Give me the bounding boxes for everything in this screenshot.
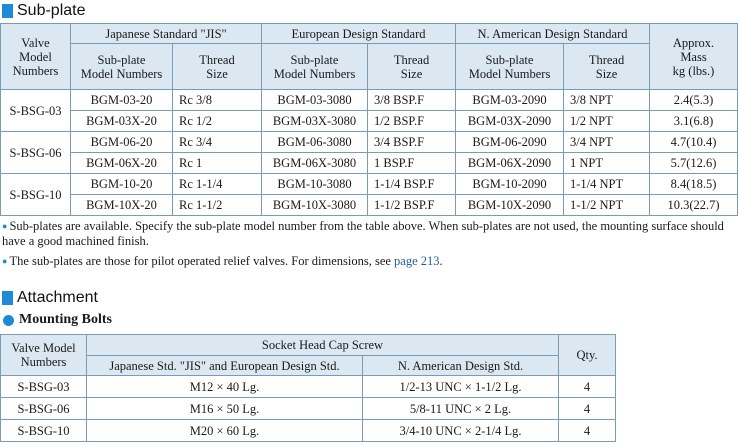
- mounting-bolts-table: [0, 334, 616, 442]
- valve-model-cell: S-BSG-10: [1, 174, 71, 216]
- note-pilot-relief: [2, 254, 736, 269]
- header-mass: Approx. Mass kg (lbs.): [650, 24, 738, 90]
- mass-cell: 8.4(18.5): [650, 174, 738, 195]
- eu-model-cell: BGM-06-3080: [262, 132, 368, 153]
- blue-square-icon: [2, 4, 13, 18]
- eu-model-cell: BGM-06X-3080: [262, 153, 368, 174]
- mass-cell: 3.1(6.8): [650, 111, 738, 132]
- jis-eu-bolt-cell: M20 × 60 Lg.: [87, 420, 363, 442]
- na-model-cell: BGM-10-2090: [456, 174, 564, 195]
- na-model-cell: BGM-06-2090: [456, 132, 564, 153]
- eu-thread-cell: 1-1/4 BSP.F: [368, 174, 456, 195]
- eu-thread-cell: 1 BSP.F: [368, 153, 456, 174]
- na-thread-cell: 1/2 NPT: [564, 111, 650, 132]
- eu-model-cell: BGM-10-3080: [262, 174, 368, 195]
- qty-cell: 4: [559, 376, 616, 398]
- table-row: [1, 90, 738, 111]
- header-jis-european: Japanese Std. "JIS" and European Design Std.: [87, 356, 363, 376]
- jis-model-cell: BGM-06-20: [71, 132, 173, 153]
- mass-cell: 5.7(12.6): [650, 153, 738, 174]
- jis-eu-bolt-cell: M12 × 40 Lg.: [87, 376, 363, 398]
- table-row: [1, 153, 738, 174]
- jis-model-cell: BGM-06X-20: [71, 153, 173, 174]
- eu-model-cell: BGM-03-3080: [262, 90, 368, 111]
- qty-cell: 4: [559, 398, 616, 420]
- table-row: [1, 420, 616, 442]
- header-jis-thread: Thread Size: [173, 44, 262, 90]
- table-row: [1, 195, 738, 216]
- header-eu-model: Sub-plate Model Numbers: [262, 44, 368, 90]
- na-thread-cell: 1-1/4 NPT: [564, 174, 650, 195]
- header-north-american: N. American Design Standard: [456, 24, 650, 44]
- valve-model-cell: S-BSG-06: [1, 398, 87, 420]
- blue-circle-icon: [3, 315, 14, 326]
- note2-end: .: [439, 254, 443, 268]
- valve-model-cell: S-BSG-06: [1, 132, 71, 174]
- na-model-cell: BGM-03-2090: [456, 90, 564, 111]
- eu-thread-cell: 1/2 BSP.F: [368, 111, 456, 132]
- na-thread-cell: 3/4 NPT: [564, 132, 650, 153]
- note-subplates-available: [2, 219, 736, 249]
- qty-cell: 4: [559, 420, 616, 442]
- header-eu-thread: Thread Size: [368, 44, 456, 90]
- attachment-title-text: Attachment: [17, 289, 98, 306]
- page-213-link[interactable]: page 213: [394, 254, 440, 268]
- jis-model-cell: BGM-10X-20: [71, 195, 173, 216]
- jis-thread-cell: Rc 3/4: [173, 132, 262, 153]
- header-european: European Design Standard: [262, 24, 456, 44]
- header-north-american: N. American Design Std.: [363, 356, 559, 376]
- mounting-bolts-heading: [3, 312, 112, 328]
- jis-thread-cell: Rc 1: [173, 153, 262, 174]
- subplate-table: [0, 23, 738, 216]
- na-bolt-cell: 3/4-10 UNC × 2-1/4 Lg.: [363, 420, 559, 442]
- na-thread-cell: 3/8 NPT: [564, 90, 650, 111]
- mounting-bolts-text: Mounting Bolts: [19, 312, 112, 327]
- jis-thread-cell: Rc 3/8: [173, 90, 262, 111]
- na-thread-cell: 1 NPT: [564, 153, 650, 174]
- jis-thread-cell: Rc 1/2: [173, 111, 262, 132]
- eu-model-cell: BGM-10X-3080: [262, 195, 368, 216]
- na-bolt-cell: 5/8-11 UNC × 2 Lg.: [363, 398, 559, 420]
- jis-eu-bolt-cell: M16 × 50 Lg.: [87, 398, 363, 420]
- valve-model-cell: S-BSG-03: [1, 376, 87, 398]
- attachment-section-title: [2, 288, 98, 308]
- bullet-icon: ●: [2, 256, 8, 266]
- mass-cell: 4.7(10.4): [650, 132, 738, 153]
- valve-model-cell: S-BSG-10: [1, 420, 87, 442]
- mass-cell: 10.3(22.7): [650, 195, 738, 216]
- header-jis-model: Sub-plate Model Numbers: [71, 44, 173, 90]
- note1-text: Sub-plates are available. Specify the sub-plate model number from the table above. When sub-plates are not used, the mounting surface should have a good machined finish.: [2, 219, 724, 248]
- note2-text: The sub-plates are those for pilot operated relief valves. For dimensions, see: [9, 254, 395, 268]
- na-model-cell: BGM-06X-2090: [456, 153, 564, 174]
- jis-thread-cell: Rc 1-1/2: [173, 195, 262, 216]
- table-row: [1, 132, 738, 153]
- header-valve-model: Valve Model Numbers: [1, 335, 87, 376]
- na-thread-cell: 1-1/2 NPT: [564, 195, 650, 216]
- eu-thread-cell: 1-1/2 BSP.F: [368, 195, 456, 216]
- eu-thread-cell: 3/8 BSP.F: [368, 90, 456, 111]
- table-row: [1, 398, 616, 420]
- header-socket-head-cap-screw: Socket Head Cap Screw: [87, 335, 559, 356]
- jis-model-cell: BGM-03-20: [71, 90, 173, 111]
- eu-model-cell: BGM-03X-3080: [262, 111, 368, 132]
- blue-square-icon: [2, 291, 13, 305]
- header-qty: Qty.: [559, 335, 616, 376]
- table-row: [1, 376, 616, 398]
- jis-model-cell: BGM-10-20: [71, 174, 173, 195]
- eu-thread-cell: 3/4 BSP.F: [368, 132, 456, 153]
- header-jis: Japanese Standard "JIS": [71, 24, 262, 44]
- bullet-icon: ●: [2, 221, 8, 231]
- mass-cell: 2.4(5.3): [650, 90, 738, 111]
- subplate-title-text: Sub-plate: [17, 2, 86, 19]
- valve-model-cell: S-BSG-03: [1, 90, 71, 132]
- na-model-cell: BGM-03X-2090: [456, 111, 564, 132]
- subplate-section-title: [2, 1, 86, 21]
- na-model-cell: BGM-10X-2090: [456, 195, 564, 216]
- header-valve-model: Valve Model Numbers: [1, 24, 71, 90]
- na-bolt-cell: 1/2-13 UNC × 1-1/2 Lg.: [363, 376, 559, 398]
- jis-thread-cell: Rc 1-1/4: [173, 174, 262, 195]
- header-na-thread: Thread Size: [564, 44, 650, 90]
- header-na-model: Sub-plate Model Numbers: [456, 44, 564, 90]
- table-row: [1, 174, 738, 195]
- jis-model-cell: BGM-03X-20: [71, 111, 173, 132]
- table-row: [1, 111, 738, 132]
